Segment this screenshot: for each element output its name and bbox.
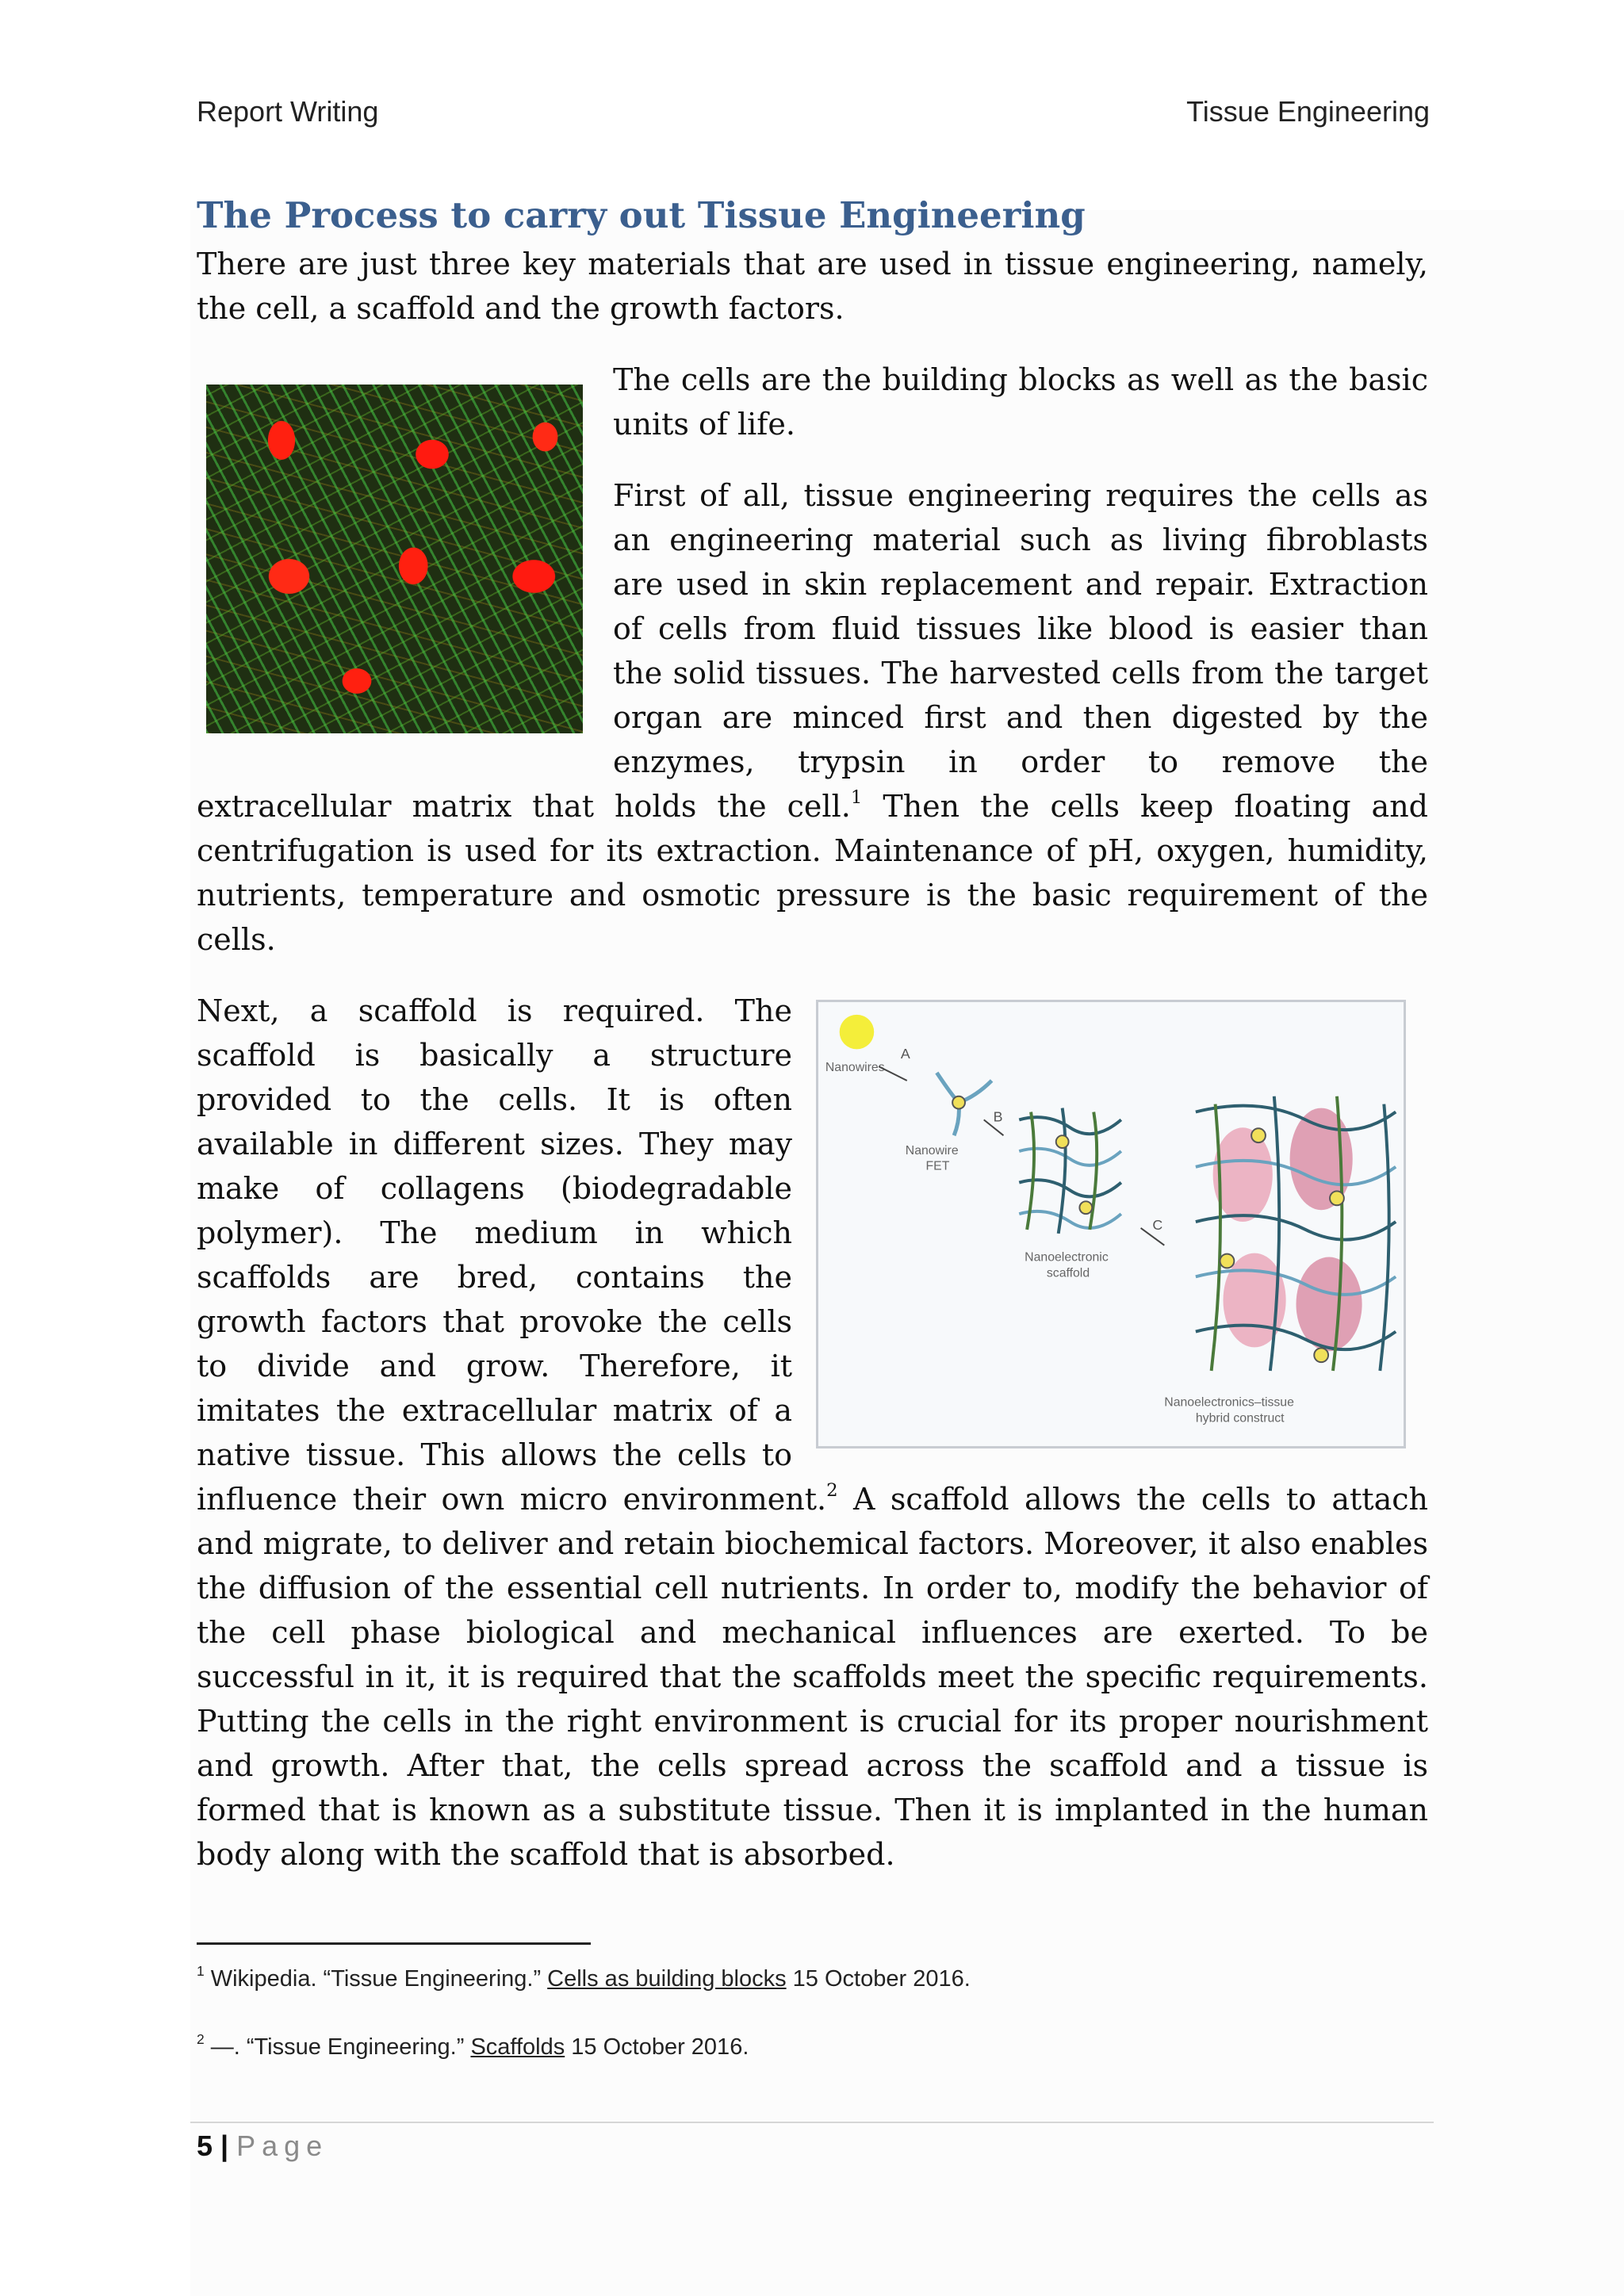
body-text [197, 242, 1428, 1904]
hybrid-construct-shape [1196, 1096, 1396, 1371]
footnote-separator [197, 1942, 591, 1945]
scaffold-text-a: Next, a scaffold is required. The scaffold is basically a structure provided to the cells. It is often available in different sizes. They may make of collagens (biodegradable polymer). The medium in which scaffolds are bred, contains the growth factors that provoke the cells to divide and grow. Therefore, it imitates the extracellular matrix of a native tissue. This allows the cells to influence their own micro environment. [197, 993, 827, 1517]
footnote-1-link[interactable]: Cells as building blocks [547, 1966, 787, 1992]
cells-paragraph-1: The cells are the building blocks as well as the basic units of life. [613, 362, 1428, 442]
nanoelectronic-scaffold-shape [1019, 1108, 1121, 1234]
footnote-2-number: 2 [197, 2030, 205, 2047]
footnote-1-text: Wikipedia. “Tissue Engineering.” [204, 1966, 548, 1992]
nanowires-label: Nanowires [825, 1061, 885, 1075]
highlight-marker [840, 1015, 875, 1050]
section-title: The Process to carry out Tissue Engineering [197, 194, 1086, 236]
hybrid-label-2: hybrid construct [1195, 1411, 1285, 1425]
cells-text-b: Then the cells keep floating and centrifugation is used for its extraction. Maintenance of pH, oxygen, humidity, nutrients, temperature and osmotic pressure is the basic requirement of the cells. [197, 789, 1429, 957]
hybrid-label-1: Nanoelectronics–tissue [1164, 1395, 1294, 1410]
header-right: Tissue Engineering [1186, 95, 1430, 128]
page-number: 5 [197, 2130, 213, 2162]
label-c: C [1152, 1216, 1163, 1233]
footer-pipe: | [220, 2130, 229, 2162]
scaffold-label-2: scaffold [1046, 1266, 1090, 1280]
footnote-1-number: 1 [197, 1962, 205, 1979]
footnote-2 [197, 2030, 749, 2061]
cells-text-a: First of all, tissue engineering requires the cells as an engineering material such as living fibroblasts are used in skin replacement and repair. Extraction of cells from fluid tissues like blood is easier than the solid tissues. The harvested cells from the target organ are minced first and then digested by the enzymes, trypsin in order to remove the extracellular matrix that holds the cell. [197, 478, 1428, 824]
page-label: Page [236, 2130, 329, 2162]
footnote-ref-2[interactable]: 2 [826, 1479, 838, 1501]
label-a: A [900, 1046, 910, 1062]
cells-micrograph-image [206, 385, 583, 733]
footnote-1 [197, 1962, 971, 1992]
footnote-ref-1[interactable]: 1 [850, 786, 863, 808]
scaffold-label-1: Nanoelectronic [1025, 1250, 1109, 1265]
footer-separator [190, 2122, 1434, 2123]
footnote-2-date: 15 October 2016. [565, 2034, 749, 2060]
label-b: B [993, 1108, 1003, 1125]
header-left: Report Writing [197, 95, 379, 128]
scaffold-diagram [816, 1000, 1406, 1448]
footnote-2-link[interactable]: Scaffolds [470, 2034, 565, 2060]
footnote-1-date: 15 October 2016. [786, 1966, 971, 1992]
intro-paragraph: There are just three key materials that are used in tissue engineering, namely, the cell, a scaffold and the growth factors. [197, 247, 1428, 326]
fet-label-2: FET [925, 1159, 950, 1173]
page-footer [197, 2130, 328, 2163]
fet-label-1: Nanowire [905, 1143, 959, 1158]
footnote-2-text: —. “Tissue Engineering.” [204, 2034, 471, 2060]
scaffold-text-b: A scaffold allows the cells to attach and migrate, to deliver and retain biochemical factors. Moreover, it also enables the diffusion of the essential cell nutrients. In order to, modify the behavior of the cell phase biological and mechanical influences are exerted. To be successful in it, it is required that the scaffolds meet the specific requirements. Putting the cells in the right environment is crucial for its proper nourishment and growth. After that, the cells spread across the scaffold and a tissue is formed that is known as a substitute tissue. Then it is implanted in the human body along with the scaffold that is absorbed. [197, 1482, 1428, 1872]
